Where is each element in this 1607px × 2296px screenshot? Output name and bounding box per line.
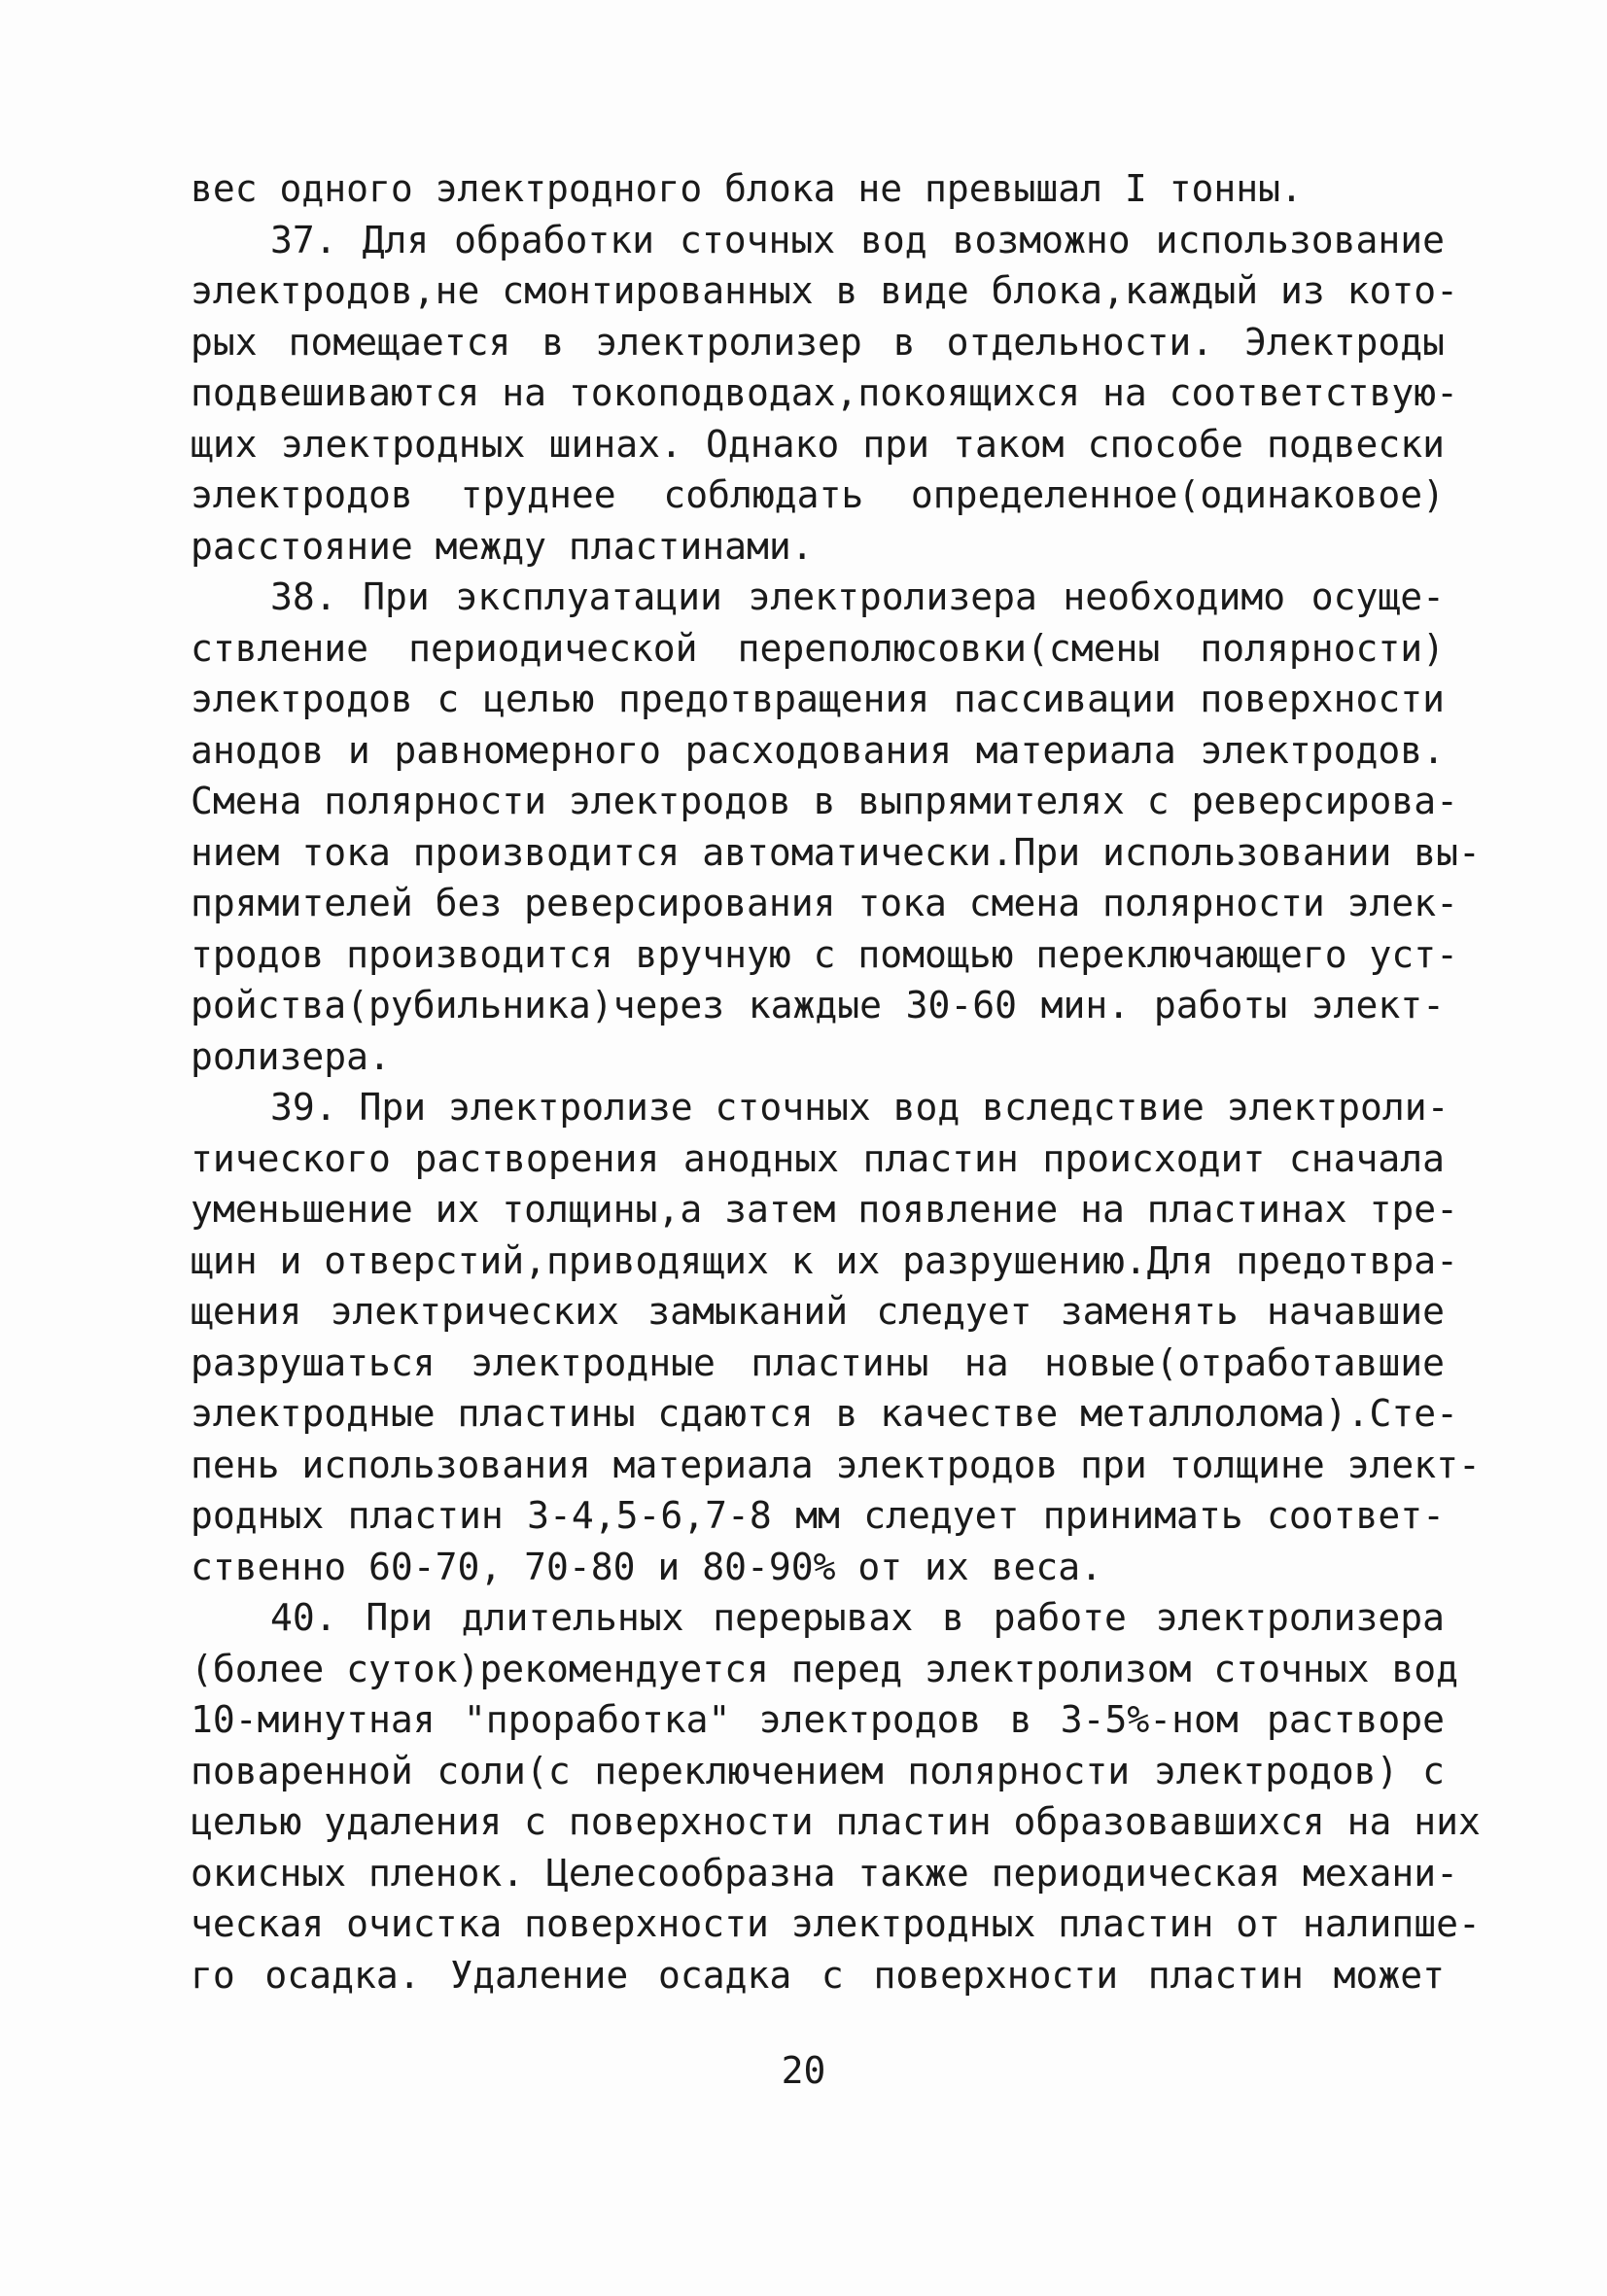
text-line: электродов труднее соблюдать определенное(одинаковое) [191,473,1445,516]
text-line: Смена полярности электродов в выпрямителях с реверсирова- [191,780,1459,822]
text-line: целью удаления с поверхности пластин образовавшихся на них [191,1800,1481,1843]
text-line: рых помещается в электролизер в отдельности. Электроды [191,320,1445,364]
text-line: ственно 60-70, 70-80 и 80-90% от их веса. [191,1545,1102,1588]
text-line: электродные пластины сдаются в качестве металлолома).Сте- [191,1392,1459,1435]
text-line: расстояние между пластинами. [191,524,814,568]
text-line: тродов производится вручную с помощью переключающего уст- [191,932,1459,976]
text-line: ческая очистка поверхности электродных пластин от налипше- [191,1902,1481,1945]
text-line: (более суток)рекомендуется перед электролизом сточных вод [191,1647,1459,1690]
page-number: 20 [781,2049,826,2092]
body-text [191,163,1481,2000]
paragraph-40-first-line: 40. При длительных перерывах в работе электролизера [270,1596,1445,1639]
paragraph-37-first-line: 37. Для обработки сточных вод возможно использование [270,218,1445,261]
text-line: электродов,не смонтированных в виде блока,каждый из кото- [191,269,1459,312]
text-line: нием тока производится автоматически.При использовании вы- [191,830,1481,874]
text-line: окисных пленок. Целесообразна также периодическая механи- [191,1851,1459,1895]
text-line: анодов и равномерного расходования материала электродов. [191,728,1445,772]
text-line: щих электродных шинах. Однако при таком способе подвески [191,422,1445,466]
paragraph-38-first-line: 38. При эксплуатации электролизера необходимо осуще- [270,575,1445,618]
text-line: разрушаться электродные пластины на новые(отработавшие [191,1340,1445,1384]
paragraph-39-first-line: 39. При электролизе сточных вод вследствие электроли- [270,1086,1450,1129]
text-line: уменьшение их толщины,а затем появление на пластинах тре- [191,1188,1459,1231]
text-line: щения электрических замыканий следует заменять начавшие [191,1290,1445,1333]
text-line: поваренной соли(с переключением полярности электродов) с [191,1749,1445,1792]
text-line: ролизера. [191,1034,391,1078]
text-line: вес одного электродного блока не превышал I тонны. [191,167,1303,210]
text-line: электродов с целью предотвращения пассивации поверхности [191,678,1445,720]
text-line: подвешиваются на токоподводах,покоящихся на соответствую- [191,371,1459,414]
text-line: прямителей без реверсирования тока смена полярности элек- [191,882,1459,924]
text-line: ствление периодической переполюсовки(смены полярности) [191,626,1445,670]
text-line: тического растворения анодных пластин происходит сначала [191,1136,1445,1180]
text-line: пень использования материала электродов при толщине элект- [191,1443,1481,1486]
text-line: ройства(рубильника)через каждые 30-60 мин. работы элект- [191,984,1445,1026]
text-line: родных пластин 3-4,5-6,7-8 мм следует принимать соответ- [191,1494,1445,1537]
text-line: щин и отверстий,приводящих к их разрушению.Для предотвра- [191,1238,1459,1282]
text-line: го осадка. Удаление осадка с поверхности пластин может [191,1953,1445,1997]
text-line: 10-минутная "проработка" электродов в 3-5%-ном растворе [191,1698,1445,1741]
